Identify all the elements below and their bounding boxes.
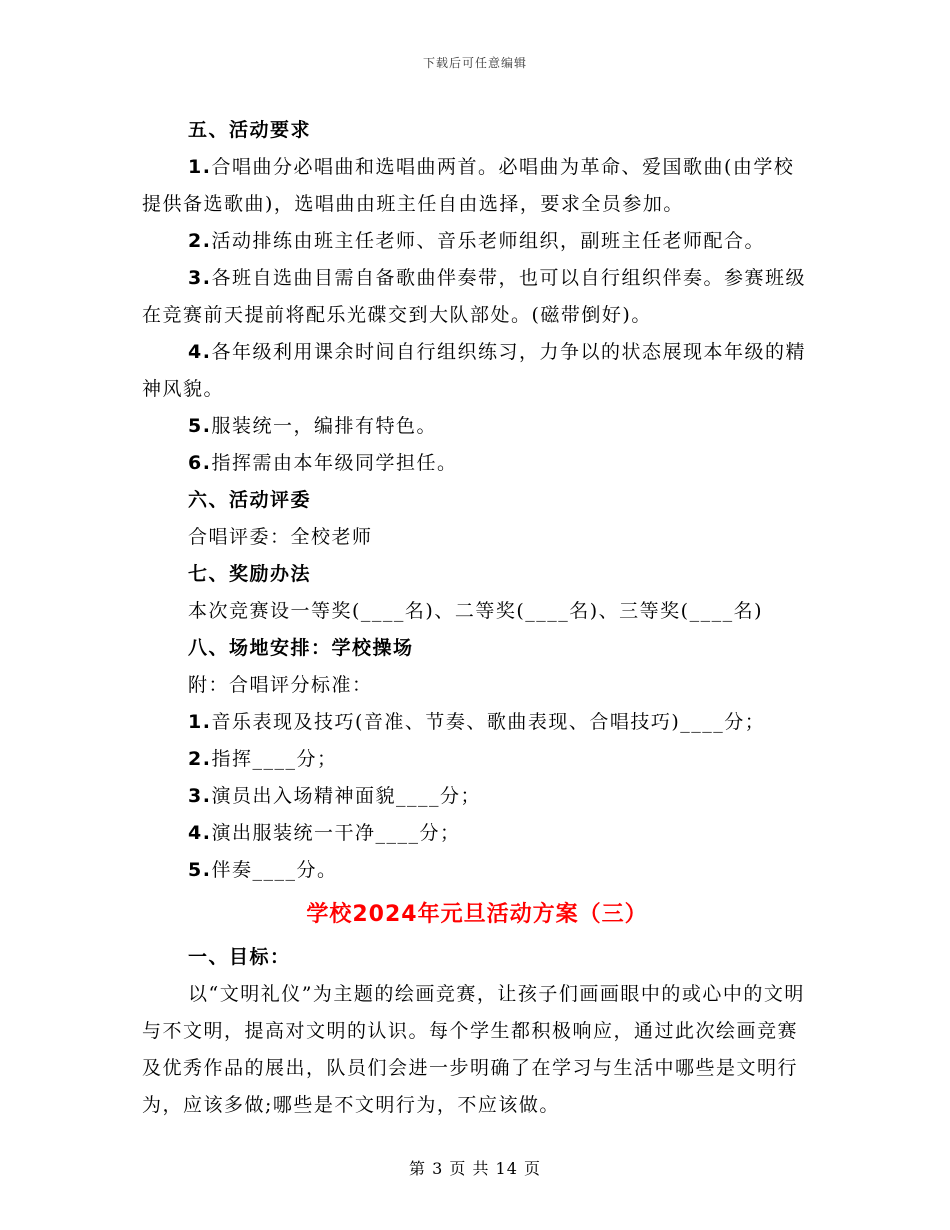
section-heading-5: 五、活动要求	[188, 119, 312, 141]
item-number: 1.	[188, 156, 212, 178]
item-text: 各班自选曲目需自备歌曲伴奏带，也可以自行组织伴奏。参赛班级在竞赛前天提前将配乐光碟交到大队部处。(磁带倒好)。	[142, 267, 806, 326]
goal-paragraph: 以“文明礼仪”为主题的绘画竞赛，让孩子们画画眼中的或心中的文明与不文明，提高对文明的认识。每个学生都积极响应，通过此次绘画竞赛及优秀作品的展出，队员们会进一步明确了在学习与生活中哪些是文明行为，应该多做;哪些是不文明行为，不应该做。	[142, 983, 805, 1116]
item-text: 伴奏____分。	[211, 859, 338, 881]
item-text: 指挥____分；	[211, 748, 338, 770]
list-item	[142, 408, 812, 445]
header-note: 下载后可任意编辑	[422, 56, 527, 70]
item-number: 2.	[188, 230, 212, 252]
item-text: 服装统一，编排有特色。	[211, 415, 437, 437]
list-item	[142, 334, 812, 408]
item-number: 6.	[188, 452, 212, 474]
item-text: 各年级利用课余时间自行组织练习，力争以的状态展现本年级的精神风貌。	[142, 341, 806, 400]
section-heading-7: 七、奖励办法	[188, 563, 312, 585]
item-text: 活动排练由班主任老师、音乐老师组织，副班主任老师配合。	[211, 230, 765, 252]
item-number: 3.	[188, 267, 212, 289]
list-item	[142, 260, 812, 334]
item-number: 4.	[188, 822, 212, 844]
criteria-item	[142, 778, 812, 815]
item-number: 1.	[188, 711, 212, 733]
document-title: 学校2024年元旦活动方案（三）	[306, 902, 648, 927]
criteria-item	[142, 815, 812, 852]
item-number: 4.	[188, 341, 212, 363]
section-heading-8: 八、场地安排：学校操场	[188, 637, 414, 659]
item-text: 指挥需由本年级同学担任。	[211, 452, 458, 474]
criteria-item	[142, 704, 812, 741]
section-heading-6: 六、活动评委	[188, 489, 312, 511]
judges-text: 合唱评委：全校老师	[188, 526, 373, 548]
criteria-item	[142, 741, 812, 778]
document-body	[142, 112, 812, 1124]
item-number: 3.	[188, 785, 212, 807]
criteria-item	[142, 852, 812, 889]
page-number: 第 3 页 共 14 页	[409, 1159, 541, 1178]
item-number: 5.	[188, 415, 212, 437]
item-number: 5.	[188, 859, 212, 881]
item-text: 合唱曲分必唱曲和选唱曲两首。必唱曲为革命、爱国歌曲(由学校提供备选歌曲)，选唱曲由班主任自由选择，要求全员参加。	[142, 156, 795, 215]
item-text: 演出服装统一干净____分；	[211, 822, 461, 844]
list-item	[142, 149, 812, 223]
appendix-title: 附：合唱评分标准：	[188, 674, 373, 696]
list-item	[142, 223, 812, 260]
awards-text: 本次竞赛设一等奖(____名)、二等奖(____名)、三等奖(____名)	[188, 600, 763, 622]
item-text: 演员出入场精神面貌____分；	[211, 785, 481, 807]
item-text: 音乐表现及技巧(音准、节奏、歌曲表现、合唱技巧)____分；	[211, 711, 766, 733]
item-number: 2.	[188, 748, 212, 770]
list-item	[142, 445, 812, 482]
goal-heading: 一、目标：	[188, 946, 291, 968]
